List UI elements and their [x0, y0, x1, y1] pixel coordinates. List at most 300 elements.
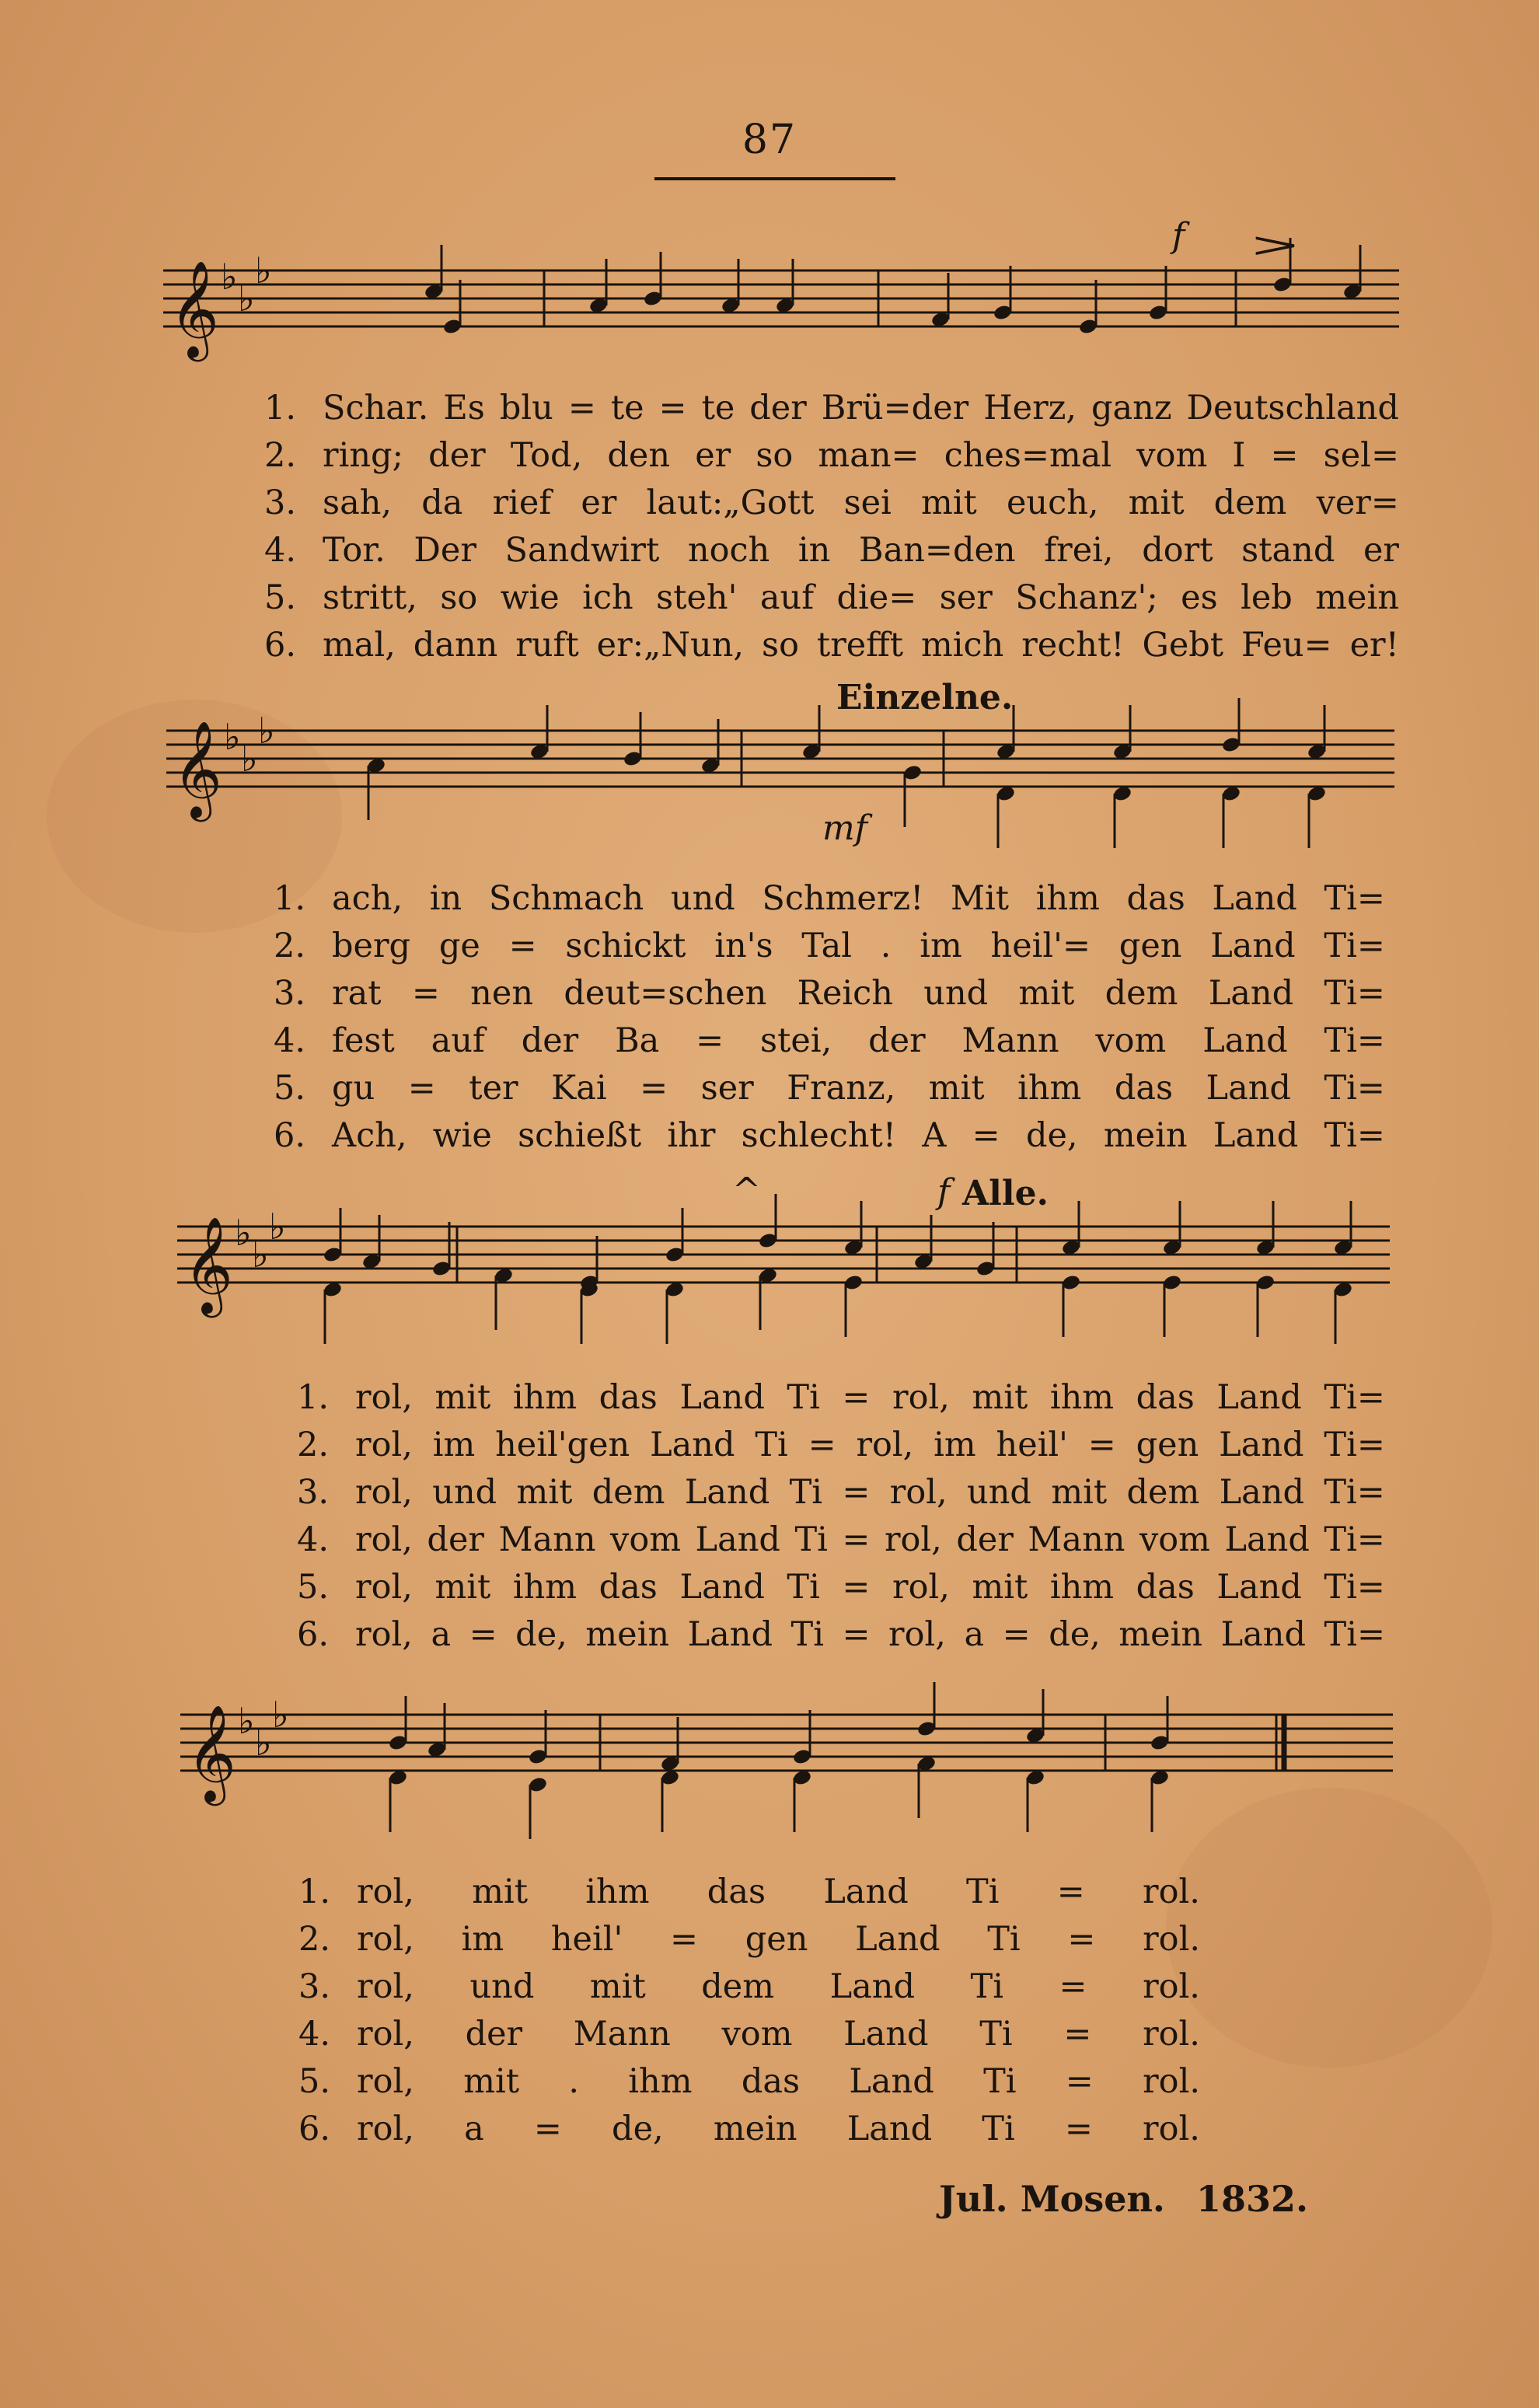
- lyric-syllable: Ti: [987, 1920, 1021, 1959]
- lyric-syllable: heil': [996, 1426, 1068, 1464]
- lyric-syllable: de,: [515, 1615, 567, 1654]
- lyric-syllable: A: [922, 1116, 947, 1155]
- verse-number: 1.: [274, 879, 306, 918]
- lyric-syllable: Land: [1208, 974, 1294, 1013]
- lyric-syllable: ihm: [512, 1568, 578, 1607]
- lyric-syllable: mein: [1315, 578, 1399, 617]
- lyric-syllable: ter: [469, 1069, 518, 1108]
- lyric-syllable: Land: [679, 1568, 765, 1607]
- lyric-syllable: =: [508, 927, 537, 965]
- lyric-syllable: a: [964, 1615, 985, 1654]
- lyric-syllable: schickt: [565, 927, 686, 965]
- verse-number: 6.: [298, 2110, 331, 2148]
- lyric-syllable: in: [429, 879, 462, 918]
- lyric-syllable: vom: [721, 2015, 793, 2054]
- lyric-syllable: mit: [589, 1967, 646, 2006]
- verse-number: 6.: [264, 626, 297, 665]
- lyric-syllable: ge: [438, 927, 480, 965]
- lyric-syllable: =: [842, 1473, 871, 1512]
- lyric-syllable: mal,: [323, 626, 396, 665]
- mezzoforte-marking: mf: [822, 808, 868, 848]
- lyric-syllable: im: [461, 1920, 504, 1959]
- lyric-syllable: Ach,: [332, 1116, 407, 1155]
- lyric-syllable: ches=mal: [944, 436, 1112, 475]
- lyric-syllable: rol,: [357, 1967, 414, 2006]
- lyric-syllable: gu: [332, 1069, 375, 1108]
- lyric-syllable: steh': [656, 578, 738, 617]
- lyric-syllable: sei: [843, 483, 892, 522]
- lyric-syllable: stand: [1241, 531, 1335, 570]
- verse-number: 1.: [298, 1872, 331, 1911]
- lyric-syllable: im: [920, 927, 962, 965]
- lyric-syllable: rol,: [355, 1568, 413, 1607]
- lyric-syllable: Mann: [498, 1520, 596, 1559]
- section-heading-alle: Alle.: [962, 1174, 1049, 1213]
- lyric-syllable: das: [598, 1568, 658, 1607]
- lyric-syllable: ach,: [332, 879, 403, 918]
- flat-sign: ♭: [221, 256, 238, 298]
- lyric-syllable: das: [741, 2062, 801, 2101]
- lyric-syllable: ruft: [515, 626, 579, 665]
- accent-marking: ^: [732, 1171, 761, 1210]
- music-staff-3: [177, 1206, 1390, 1366]
- lyric-syllable: mit: [921, 483, 977, 522]
- lyric-syllable: rol,: [357, 2015, 414, 2054]
- verse-lyrics-block-4: [298, 1869, 1200, 2153]
- lyric-syllable: =: [842, 1520, 871, 1559]
- flat-sign: ♭: [252, 1234, 269, 1276]
- author-credit: [939, 2178, 1308, 2220]
- lyric-syllable: Land: [1206, 1069, 1291, 1108]
- lyric-syllable: ihm: [628, 2062, 693, 2101]
- music-staff-2: [166, 710, 1394, 871]
- lyric-syllable: Land: [1220, 1615, 1306, 1654]
- lyric-syllable: Der: [414, 531, 476, 570]
- lyric-syllable: leb: [1241, 578, 1293, 617]
- lyric-syllable: trefft: [816, 626, 904, 665]
- lyric-syllable: ihm: [585, 1872, 650, 1911]
- lyric-syllable: Ti: [789, 1473, 823, 1512]
- lyric-syllable: a: [431, 1615, 452, 1654]
- lyric-syllable: rol,: [889, 1473, 947, 1512]
- lyric-syllable: im: [432, 1426, 476, 1464]
- lyric-syllable: dem: [1105, 974, 1178, 1013]
- lyric-syllable: =: [411, 974, 440, 1013]
- flat-sign: ♭: [269, 1206, 286, 1248]
- lyric-syllable: er: [695, 436, 731, 475]
- page-number: 87: [742, 117, 797, 163]
- lyric-syllable: Land: [695, 1520, 780, 1559]
- lyric-syllable: und: [967, 1473, 1031, 1512]
- lyric-syllable: Land: [1210, 927, 1296, 965]
- lyric-syllable: noch: [687, 531, 770, 570]
- lyric-syllable: te: [701, 389, 735, 428]
- lyric-syllable: den: [607, 436, 671, 475]
- lyric-syllable: =: [567, 389, 596, 428]
- lyric-syllable: heil': [550, 1920, 623, 1959]
- lyric-syllable: Schmach: [488, 879, 644, 918]
- lyric-syllable: Mann: [573, 2015, 671, 2054]
- lyric-syllable: heil'=: [990, 927, 1091, 965]
- lyric-syllable: rol.: [1143, 1967, 1200, 2006]
- lyric-syllable: Land: [829, 1967, 915, 2006]
- lyric-syllable: =: [842, 1615, 871, 1654]
- verse-number: 5.: [298, 2062, 331, 2101]
- lyric-syllable: Kai: [551, 1069, 607, 1108]
- lyric-syllable: mit: [434, 1378, 491, 1417]
- lyric-syllable: wie: [500, 578, 560, 617]
- flat-sign: ♭: [255, 250, 272, 291]
- verse-number: 4.: [264, 531, 297, 570]
- lyric-syllable: Land: [1216, 1378, 1302, 1417]
- flat-sign: ♭: [255, 1722, 272, 1764]
- lyric-syllable: Deutschland: [1186, 389, 1399, 428]
- lyric-syllable: ser: [700, 1069, 754, 1108]
- lyric-line: [274, 875, 1385, 923]
- lyric-syllable: Ti=: [1324, 1615, 1385, 1654]
- lyric-syllable: mein: [585, 1615, 670, 1654]
- lyric-syllable: so: [440, 578, 478, 617]
- lyric-syllable: ser: [939, 578, 993, 617]
- lyric-line: [297, 1611, 1385, 1659]
- lyric-syllable: die=: [836, 578, 917, 617]
- lyric-syllable: vom: [610, 1520, 682, 1559]
- lyric-syllable: Ti: [982, 2110, 1015, 2148]
- lyric-syllable: rol,: [355, 1378, 413, 1417]
- lyric-syllable: rol,: [355, 1473, 413, 1512]
- verse-number: 1.: [297, 1378, 330, 1417]
- lyric-syllable: mit: [1051, 1473, 1108, 1512]
- lyric-syllable: rol.: [1143, 2015, 1200, 2054]
- lyric-syllable: ganz: [1091, 389, 1172, 428]
- lyric-syllable: vom: [1136, 436, 1208, 475]
- lyric-syllable: ihm: [1049, 1568, 1115, 1607]
- lyric-syllable: das: [1136, 1378, 1195, 1417]
- lyric-syllable: dem: [1213, 483, 1287, 522]
- lyric-syllable: er:„Nun,: [596, 626, 745, 665]
- lyric-syllable: rol,: [856, 1426, 914, 1464]
- lyric-line: [264, 432, 1399, 480]
- lyric-syllable: der: [427, 1520, 484, 1559]
- lyric-syllable: ihr: [667, 1116, 716, 1155]
- lyric-syllable: Ti: [790, 1615, 824, 1654]
- lyric-line: [298, 2106, 1200, 2153]
- lyric-syllable: so: [756, 436, 794, 475]
- lyric-syllable: =: [1063, 2015, 1092, 2054]
- lyric-syllable: in's: [714, 927, 773, 965]
- lyric-syllable: vom: [1095, 1021, 1167, 1060]
- treble-clef: 𝄞: [169, 260, 219, 358]
- lyric-syllable: das: [1126, 879, 1185, 918]
- lyric-line: [264, 480, 1399, 527]
- lyric-syllable: mit: [972, 1568, 1028, 1607]
- verse-number: 4.: [298, 2015, 331, 2054]
- lyric-syllable: rol,: [357, 1920, 414, 1959]
- lyric-syllable: schlecht!: [741, 1116, 897, 1155]
- lyric-syllable: a: [464, 2110, 484, 2148]
- lyric-syllable: rief: [492, 483, 552, 522]
- lyric-syllable: rol,: [892, 1568, 950, 1607]
- lyric-syllable: rol,: [355, 1426, 413, 1464]
- lyric-syllable: Land: [849, 2062, 934, 2101]
- lyric-syllable: der: [868, 1021, 926, 1060]
- lyric-syllable: und: [923, 974, 989, 1013]
- verse-lyrics-block-3: [297, 1374, 1385, 1659]
- lyric-syllable: de,: [1049, 1615, 1101, 1654]
- lyric-syllable: =: [1065, 2062, 1094, 2101]
- lyric-syllable: mich: [920, 626, 1004, 665]
- verse-number: 5.: [274, 1069, 306, 1108]
- lyric-syllable: Ti: [970, 1967, 1003, 2006]
- flat-sign: ♭: [224, 716, 241, 758]
- lyric-syllable: Franz,: [787, 1069, 896, 1108]
- lyric-line: [264, 527, 1399, 574]
- verse-number: 2.: [264, 436, 297, 475]
- lyric-line: [298, 1869, 1200, 1916]
- lyric-syllable: stei,: [760, 1021, 832, 1060]
- lyric-syllable: de,: [1025, 1116, 1078, 1155]
- lyric-syllable: Land: [679, 1378, 765, 1417]
- lyric-syllable: der: [956, 1520, 1014, 1559]
- lyric-syllable: mit: [928, 1069, 985, 1108]
- lyric-syllable: Ti: [966, 1872, 1000, 1911]
- lyric-syllable: der: [521, 1021, 579, 1060]
- lyric-syllable: =: [640, 1069, 668, 1108]
- lyric-syllable: Herz,: [983, 389, 1077, 428]
- author-name: Jul. Mosen.: [939, 2178, 1165, 2220]
- lyric-syllable: =: [407, 1069, 436, 1108]
- lyric-syllable: der: [465, 2015, 523, 2054]
- accent-marking: >: [1249, 225, 1301, 265]
- lyric-syllable: Feu=: [1241, 626, 1332, 665]
- flat-sign: ♭: [235, 1212, 252, 1254]
- lyric-line: [274, 970, 1385, 1017]
- treble-clef: 𝄞: [183, 1216, 233, 1314]
- verse-number: 5.: [297, 1568, 330, 1607]
- lyric-line: [274, 1112, 1385, 1160]
- lyric-syllable: dem: [701, 1967, 775, 2006]
- lyric-syllable: auf: [759, 578, 815, 617]
- music-staff-4: [180, 1694, 1393, 1839]
- lyric-syllable: er: [581, 483, 617, 522]
- lyric-syllable: auf: [431, 1021, 485, 1060]
- lyric-syllable: gen: [1136, 1426, 1199, 1464]
- lyric-syllable: rol.: [1143, 2110, 1200, 2148]
- verse-number: 4.: [274, 1021, 306, 1060]
- lyric-syllable: da: [421, 483, 463, 522]
- lyric-syllable: Tod,: [510, 436, 583, 475]
- lyric-syllable: =: [1087, 1426, 1116, 1464]
- lyric-line: [298, 1963, 1200, 2011]
- lyric-syllable: Schar.: [323, 389, 429, 428]
- forte-marking: f: [1172, 216, 1185, 256]
- lyric-syllable: rol.: [1143, 1872, 1200, 1911]
- verse-lyrics-block-2: [274, 875, 1385, 1160]
- lyric-line: [297, 1516, 1385, 1564]
- lyric-syllable: Ti=: [1324, 1378, 1385, 1417]
- lyric-syllable: Tor.: [323, 531, 386, 570]
- lyric-line: [274, 1017, 1385, 1065]
- flat-sign: ♭: [272, 1694, 289, 1736]
- lyric-syllable: das: [1136, 1568, 1195, 1607]
- lyric-line: [264, 385, 1399, 432]
- lyric-syllable: stritt,: [323, 578, 417, 617]
- lyric-syllable: mit: [472, 1872, 528, 1911]
- lyric-line: [274, 1065, 1385, 1112]
- lyric-syllable: Mit: [951, 879, 1010, 918]
- lyric-syllable: Land: [1213, 1116, 1299, 1155]
- lyric-syllable: nen: [470, 974, 534, 1013]
- lyric-syllable: rol.: [1143, 1920, 1200, 1959]
- lyric-syllable: =: [972, 1116, 1000, 1155]
- lyric-syllable: Mann: [961, 1021, 1059, 1060]
- lyric-syllable: mit: [516, 1473, 573, 1512]
- lyric-syllable: der: [749, 389, 807, 428]
- lyric-syllable: Sandwirt: [504, 531, 660, 570]
- lyric-syllable: Mann: [1028, 1520, 1125, 1559]
- lyric-syllable: im: [934, 1426, 976, 1464]
- lyric-syllable: rol,: [888, 1615, 946, 1654]
- lyric-line: [274, 923, 1385, 970]
- flat-sign: ♭: [241, 738, 258, 780]
- lyric-syllable: Ti=: [1324, 879, 1385, 918]
- lyric-syllable: rol,: [355, 1520, 413, 1559]
- verse-number: 2.: [274, 927, 306, 965]
- lyric-syllable: schießt: [518, 1116, 642, 1155]
- lyric-syllable: I: [1232, 436, 1246, 475]
- lyric-syllable: Ti: [794, 1520, 828, 1559]
- lyric-line: [264, 574, 1399, 622]
- lyric-line: [297, 1422, 1385, 1469]
- lyric-syllable: mein: [713, 2110, 797, 2148]
- lyric-syllable: Ti: [787, 1568, 820, 1607]
- lyric-syllable: =: [1064, 2110, 1093, 2148]
- lyric-syllable: so: [762, 626, 799, 665]
- lyric-syllable: Land: [823, 1872, 909, 1911]
- treble-clef: 𝄞: [187, 1705, 236, 1802]
- verse-number: 3.: [298, 1967, 331, 2006]
- lyric-syllable: rol,: [892, 1378, 950, 1417]
- verse-number: 1.: [264, 389, 297, 428]
- verse-number: 2.: [297, 1426, 330, 1464]
- music-staff-1: [163, 250, 1399, 395]
- lyric-syllable: rol,: [357, 2110, 414, 2148]
- lyric-syllable: .: [880, 927, 892, 965]
- lyric-syllable: berg: [332, 927, 411, 965]
- lyric-syllable: Land: [650, 1426, 735, 1464]
- lyric-syllable: Tal: [801, 927, 853, 965]
- flat-sign: ♭: [238, 277, 255, 319]
- lyric-syllable: =: [696, 1021, 724, 1060]
- lyric-syllable: blu: [499, 389, 553, 428]
- lyric-syllable: Ti=: [1324, 974, 1385, 1013]
- lyric-syllable: =: [842, 1378, 871, 1417]
- lyric-syllable: de,: [612, 2110, 664, 2148]
- lyric-syllable: rol,: [357, 1872, 414, 1911]
- lyric-syllable: te: [610, 389, 644, 428]
- verse-lyrics-block-1: [264, 385, 1399, 669]
- lyric-syllable: ihm: [1035, 879, 1100, 918]
- verse-number: 4.: [297, 1520, 330, 1559]
- lyric-syllable: recht!: [1021, 626, 1125, 665]
- lyric-syllable: Land: [855, 1920, 940, 1959]
- lyric-syllable: =: [670, 1920, 699, 1959]
- lyric-syllable: =: [1056, 1872, 1085, 1911]
- verse-number: 6.: [297, 1615, 330, 1654]
- page-number-rule: [654, 177, 895, 180]
- lyric-syllable: Land: [1212, 879, 1297, 918]
- composition-year: 1832.: [1195, 2178, 1308, 2220]
- lyric-syllable: =: [469, 1615, 497, 1654]
- flat-sign: ♭: [258, 710, 275, 752]
- lyric-syllable: es: [1181, 578, 1218, 617]
- lyric-syllable: Land: [846, 2110, 933, 2148]
- verse-number: 2.: [298, 1920, 331, 1959]
- lyric-line: [297, 1374, 1385, 1422]
- lyric-syllable: er!: [1349, 626, 1399, 665]
- lyric-syllable: Ti=: [1324, 1116, 1385, 1155]
- lyric-line: [298, 1916, 1200, 1963]
- lyric-syllable: Ti: [983, 2062, 1017, 2101]
- lyric-syllable: =: [1059, 1967, 1087, 2006]
- lyric-syllable: mit: [463, 2062, 520, 2101]
- lyric-syllable: frei,: [1044, 531, 1114, 570]
- lyric-syllable: rat: [332, 974, 382, 1013]
- lyric-syllable: der: [428, 436, 486, 475]
- lyric-syllable: =: [658, 389, 687, 428]
- lyric-syllable: er: [1363, 531, 1399, 570]
- lyric-syllable: Ban=den: [858, 531, 1016, 570]
- lyric-syllable: Ti=: [1324, 1021, 1385, 1060]
- lyric-syllable: sah,: [323, 483, 393, 522]
- forte-marking: f: [937, 1172, 951, 1212]
- lyric-syllable: Ti=: [1324, 1473, 1385, 1512]
- lyric-syllable: mit: [1018, 974, 1075, 1013]
- lyric-syllable: Land: [1216, 1568, 1302, 1607]
- verse-number: 6.: [274, 1116, 306, 1155]
- lyric-syllable: Brü=der: [821, 389, 969, 428]
- lyric-syllable: deut=schen: [564, 974, 767, 1013]
- lyric-syllable: das: [598, 1378, 658, 1417]
- treble-clef: 𝄞: [173, 721, 222, 818]
- lyric-syllable: dann: [413, 626, 498, 665]
- lyric-syllable: Land: [687, 1615, 773, 1654]
- lyric-syllable: vom: [1139, 1520, 1210, 1559]
- lyric-syllable: Ti=: [1324, 1069, 1385, 1108]
- lyric-syllable: gen: [745, 1920, 808, 1959]
- lyric-syllable: Reich: [797, 974, 893, 1013]
- lyric-syllable: Ti=: [1324, 1568, 1385, 1607]
- lyric-syllable: dem: [592, 1473, 665, 1512]
- lyric-line: [297, 1564, 1385, 1611]
- lyric-syllable: dort: [1142, 531, 1213, 570]
- lyric-syllable: mit: [434, 1568, 491, 1607]
- lyric-syllable: Ti=: [1324, 927, 1385, 965]
- lyric-syllable: ich: [582, 578, 633, 617]
- flat-sign: ♭: [238, 1700, 255, 1742]
- lyric-syllable: rol,: [355, 1615, 413, 1654]
- verse-number: 3.: [264, 483, 297, 522]
- lyric-line: [298, 2058, 1200, 2106]
- lyric-syllable: mein: [1118, 1615, 1203, 1654]
- lyric-syllable: Land: [1219, 1473, 1305, 1512]
- lyric-line: [264, 622, 1399, 669]
- lyric-syllable: =: [808, 1426, 836, 1464]
- lyric-syllable: rol,: [357, 2062, 414, 2101]
- lyric-line: [297, 1469, 1385, 1516]
- lyric-syllable: Ti: [755, 1426, 788, 1464]
- lyric-syllable: =: [1002, 1615, 1031, 1654]
